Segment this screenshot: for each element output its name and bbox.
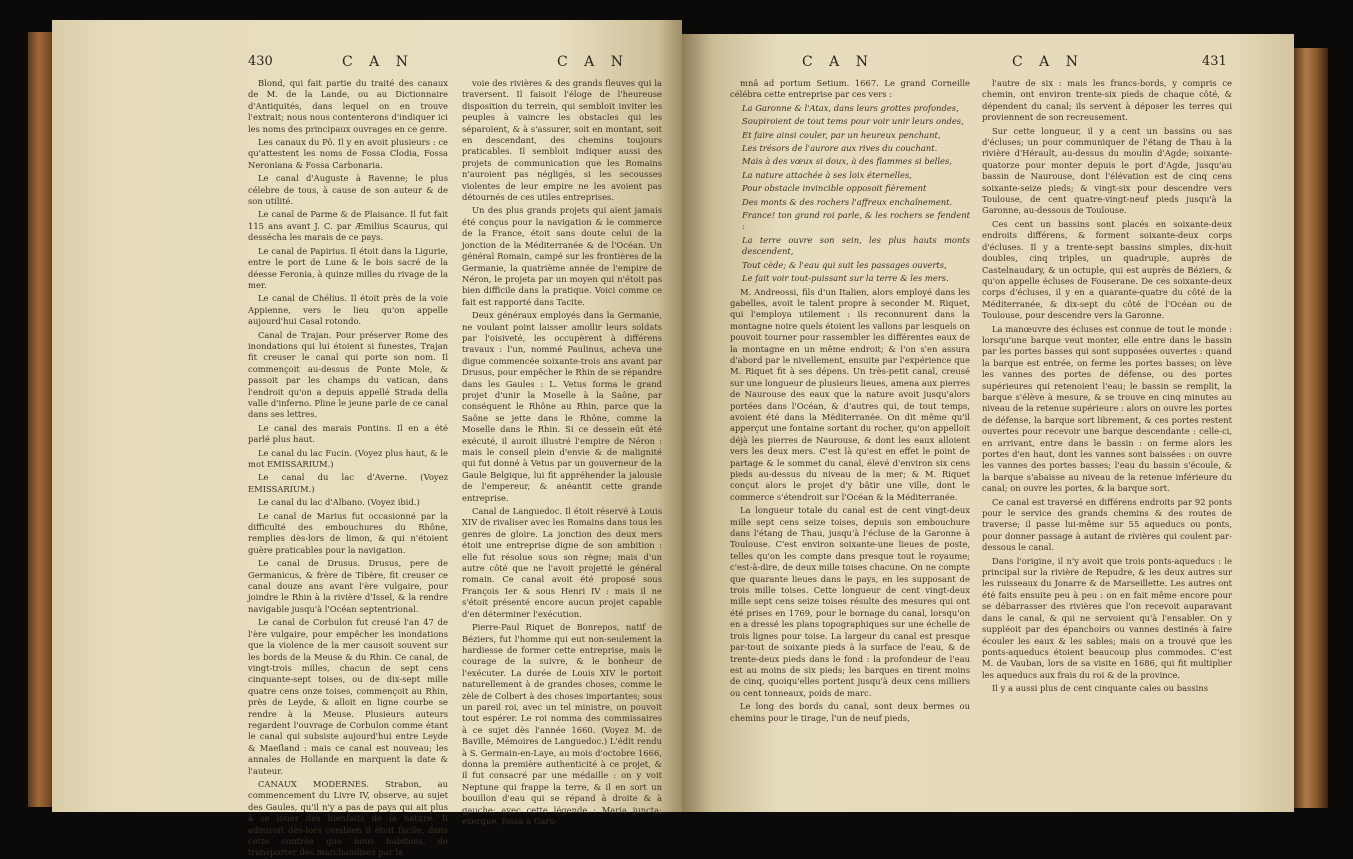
paragraph: Ce canal est traversé en différens endroits par 92 ponts pour le service des grands chemins & des routes de traverse; il passe lui-même sur 55 aqueducs ou ponts, pour donner passage à autant de rivières qui coulent par-dessous le canal. xyxy=(982,496,1232,553)
paragraph: Un des plus grands projets qui aient jamais été conçus pour la navigation & le commerce de la France, étoit sans doute celui de la jonction de la Méditerranée & de l'Océan. Un général Romain, campé sur les frontières de la Germanie, la quatrième année de l'empire de Néron, le projeta par un moyen qui n'étoit pas bien difficile dans la pratique. Voici comme ce fait est rapporté dans Tacite. xyxy=(462,205,662,307)
paragraph: Pierre-Paul Riquet de Bonrepos, natif de Béziers, fut l'homme qui eut non-seulement la hardiesse de former cette entreprise, mais le courage de la suivre, & le bonheur de l'exécuter. La durée de Louis XIV le portoit naturellement à de grandes choses, comme le zèle de Colbert à des choses importantes; sous un pareil roi, avec un tel ministre, on pouvoit tout espérer. Le roi nomma des commissaires à ce sujet dès l'année 1660. (Voyez M. de Baville, Mémoires de Languedoc.) L'édit rendu à S. Germain-en-Laye, au mois d'octobre 1666, donna la première authenticité à ce projet, & il fut consacré par une médaille : on y voit Neptune qui frappe la terre, & il en sort un bouillon d'eau qui se répand à droite & à gauche; avec cette légende : Maria juncta; exergue, fossa à Garu- xyxy=(462,622,662,826)
paragraph: Tout cède; & l'eau qui suit les passages ouverts, xyxy=(742,259,947,270)
paragraph: La manœuvre des écluses est connue de tout le monde : lorsqu'une barque veut monter, elle entre dans le bassin par les portes basses qui sont supposées ouvertes : quand la barque est entrée, on ferme les portes basses; on lève les vannes des portes de défense, ou des portes supérieures qui retenoient l'eau; le bassin se remplit, la barque s'élève à mesure, & se trouve en cinq minutes au niveau de la retenue supérieure : alors on ouvre les portes de défense, la barque sort librement, & ces portes restent ouvertes pour recevoir une barque descendante : celle-ci, en arrivant, entre dans le bassin : on ferme alors les portes d'en haut, dont les vannes sont baissées : on ouvre les vannes des portes basses; l'eau du bassin s'écoule, & la barque s'abaisse au niveau de la retenue inférieure du canal; on ouvre les portes, & la barque sort. xyxy=(982,323,1232,494)
paragraph: Des monts & des rochers l'affreux enchaînement. xyxy=(742,196,953,207)
paragraph: Le canal de Drusus. Drusus, pere de Germanicus, & frère de Tibère, fit creuser ce canal douze ans avant l'ère vulgaire, pour joindre le Rhin à la rivière d'Issel, & la rendre navigable jusqu'à l'Océan septentrional. xyxy=(248,558,448,614)
paragraph: mnâ ad portum Setium. 1667. Le grand Corneille célébra cette entreprise par ces vers : xyxy=(730,78,970,100)
paragraph: Ces cent un bassins sont placés en soixante-deux endroits différens, & forment soixante-deux corps d'écluses. Il y a trente-sept bassins simples, dix-huit doubles, cinq triples, un quadruple, auprès de Castelnaudary, & un octuple, qui est auprès de Béziers, & qu'on appelle écluses de Fouserane. De ces soixante-deux corps d'écluses, il y en a quarante-quatre du côté de la Méditerranée, & dix-sept du côté de l'Océan ou de Toulouse, pour descendre vers la Garonne. xyxy=(982,218,1232,321)
paragraph: Pour obstacle invincible opposoit fièrement xyxy=(742,183,927,194)
paragraph: Le long des bords du canal, sont deux bermes ou chemins pour le tirage, l'un de neuf pieds, xyxy=(730,701,970,723)
right-page-column-1 xyxy=(730,78,970,803)
paragraph: Et faire ainsi couler, par un heureux penchant, xyxy=(742,129,941,140)
paragraph: Blond, qui fait partie du traité des canaux de M. de la Lande, ou au Dictionnaire d'Antiquités, dans lequel on en trouve l'extrait; nous nous contenterons d'indiquer ici les noms des principaux ouvrages en ce genre. xyxy=(248,78,448,134)
paragraph: Le canal du lac d'Albano. (Voyez ibid.) xyxy=(258,497,420,508)
paragraph: Sur cette longueur, il y a cent un bassins ou sas d'écluses; un pour communiquer de l'étang de Thau à la rivière d'Hérault, au-dessus du moulin d'Agde; soixante-quatorze pour monter depuis le port d'Agde, jusqu'au bassin de Naurouse, dont l'élévation est de cinq cens soixante-seize pieds; & vingt-six pour descendre vers Toulouse, de cent quatre-vingt-neuf pieds jusqu'à la Garonne, au-dessous de Toulouse. xyxy=(982,125,1232,216)
paragraph: Le canal de Parme & de Plaisance. Il fut fait 115 ans avant J. C. par Æmilius Scaurus, qui dessécha les marais de ce pays. xyxy=(248,209,448,243)
paragraph: Mais à des vœux si doux, à des flammes si belles, xyxy=(742,156,952,167)
paragraph: Il y a aussi plus de cent cinquante cales ou bassins xyxy=(992,683,1209,694)
paragraph: M. Andreossi, fils d'un Italien, alors employé dans les gabelles, avoit le talent propre à seconder M. Riquet, qui l'employa utilement : ils reconnurent dans la montagne noire quels étoient les vallons par lesquels on pouvoit tourner pour rassembler les différentes eaux de la montagne en un même endroit; & l'on s'en assura d'abord par le nivellement, ensuite par l'expérience que M. Riquet fit à ses dépens. Un très-petit canal, creusé sur une longueur de plusieurs lieues, amena aux pierres de Naurouse des eaux que la nature avoit jusqu'alors portées dans l'Océan, & d'autres qui, de tout temps, avoient été dans la Méditerranée. On dit même qu'il apperçut une fontaine sortant du rocher, qu'on appelloit déjà les pierres de Naurouse, & dont les eaux alloient vers les deux mers. C'est là qu'est en effet le point de partage & le sommet du canal, élevé d'environ six cens pieds au-dessus du niveau de la mer; & M. Riquet conçut alors le projet d'y bâtir une ville, dont le commerce s'étendroit sur l'Océan & la Méditerranée. xyxy=(730,286,970,502)
paragraph: l'autre de six : mais les francs-bords, y compris ce chemin, ont environ trente-six pieds de chaque côté, & dépendent du canal; ils servent à déposer les terres qui proviennent de son recreusement. xyxy=(982,78,1232,123)
paragraph: La longueur totale du canal est de cent vingt-deux mille sept cens seize toises, depuis son embouchure dans l'étang de Thau, jusqu'à l'écluse de la Garonne à Toulouse. C'est environ soixante-une lieues de poste, telles qu'on les compte dans presque tout le royaume; c'est-à-dire, de deux mille toises chacune. On ne compte que quarante lieues dans le pays, en les supposant de trois mille toises. Cette longueur de cent vingt-deux mille sept cens seize toises résulte des mesures qui ont été prises en 1769, pour le bornage du canal, lorsqu'on en a dressé les plans topographiques sur une échelle de trois lignes pour toise. La largeur du canal est presque par-tout de soixante pieds à la surface de l'eau, & de trente-deux pieds dans le fond : la profondeur de l'eau est au moins de six pieds; les barques en tirent moins de cinq, quoiqu'elles portent jusqu'à deux cens milliers ou cent tonneaux, poids de marc. xyxy=(730,505,970,698)
right-page xyxy=(682,34,1294,812)
paragraph: Canal de Trajan. Pour préserver Rome des inondations qui lui étoient si funestes, Trajan fit creuser le canal qui porte son nom. Il commençoit au-dessus de Ponte Mole, & passoit par les champs du vatican, dans l'endroit qu'on a depuis appellé Strada della valle d'inferno. Pline le jeune parle de ce canal dans ses lettres. xyxy=(248,329,448,420)
paragraph: Le canal d'Auguste à Ravenne; le plus célebre de tous, à cause de son auteur & de son utilité. xyxy=(248,173,448,207)
page-number-right: 431 xyxy=(1202,54,1227,69)
paragraph: Les canaux du Pô. Il y en avoit plusieurs : ce qu'attestent les noms de Fossa Clodia, Fossa Neroniana & Fossa Carbonaria. xyxy=(248,137,448,170)
running-head-left-1: C A N xyxy=(342,54,414,70)
paragraph: Dans l'origine, il n'y avoit que trois ponts-aqueducs : le principal sur la rivière de Repudre, & les deux autres sur les ruisseaux du Jonarre & de Marseillette. Les autres ont été faits ensuite peu à peu : on en fait même encore pour se débarrasser des rivières que l'on recevoit auparavant dans le canal, & qui ne servoient qu'à l'ensabler. On y suppléoit par des épanchoirs ou vannes destinés à faire écouler les eaux & les sables; mais on a trouvé que les ponts-aqueducs étoient beaucoup plus commodes. C'est M. de Vauban, lors de sa visite en 1686, qui fit multiplier les aqueducs aux frais du roi & de la province. xyxy=(982,555,1232,680)
paragraph: voie des rivières & des grands fleuves qui la traversent. Il faisoit l'éloge de l'heureuse disposition du terrein, qui sembloit inviter les peuples à vaincre les obstacles qui les séparoient, & à s'assurer, soit en montant, soit en descendant, des chemins toujours praticables. Il sembloit indiquer aussi des projets de communication que les Romains n'auroient pas négligés, si les secousses violentes de leur empire ne les avoient pas détournés de ces utiles entreprises. xyxy=(462,78,662,203)
left-page xyxy=(52,20,682,858)
paragraph: Le fait voir tout-puissant sur la terre & les mers. xyxy=(742,273,949,284)
paragraph: Le canal de Papirius. Il étoit dans la Ligurie, entre le port de Lune & le bois sacré de la déesse Feronia, à quinze milles du rivage de la mer. xyxy=(248,245,448,290)
open-book xyxy=(28,20,1328,858)
running-head-right-2: C A N xyxy=(1012,54,1084,70)
paragraph: Canal de Languedoc. Il étoit réservé à Louis XIV de rivaliser avec les Romains dans tous les genres de gloire. La jonction des deux mers étoit une entreprise digne de son ambition : elle fut résolue sous son règne; mais d'un autre côté que ne l'avoit projetté le général romain. Ce canal avoit été proposé sous François Ier & sous Henri IV : mais il ne s'étoit présenté encore aucun projet capable d'en déterminer l'exécution. xyxy=(462,506,662,619)
running-head-right-1: C A N xyxy=(802,54,874,70)
running-head-left-2: C A N xyxy=(557,54,629,70)
paragraph: Le canal des marais Pontins. Il en a été parlé plus haut. xyxy=(248,422,448,445)
paragraph: CANAUX MODERNES. Strabon, au commencement du Livre IV, observe, au sujet des Gaules, qu'il n'y a pas de pays qui ait plus à se louer des bienfaits de la nature. Il admiroit dès-lors combien il étoit facile, dans cette contrée que nous habitons, de transporter des marchandises par la xyxy=(248,778,448,858)
paragraph: La nature attachée à ses loix éternelles, xyxy=(742,169,912,180)
right-page-edges xyxy=(1294,48,1328,808)
paragraph: Le canal du lac d'Averne. (Voyez EMISSARIUM.) xyxy=(248,472,448,494)
right-page-column-2 xyxy=(982,78,1232,803)
paragraph: La Garonne & l'Atax, dans leurs grottes profondes, xyxy=(742,102,959,113)
paragraph: Les trésors de l'aurore aux rives du couchant. xyxy=(742,143,938,154)
paragraph: Le canal du lac Fucin. (Voyez plus haut, & le mot EMISSARIUM.) xyxy=(248,447,448,469)
page-number-left: 430 xyxy=(248,54,273,69)
paragraph: Soupiroient de tout tems pour voir unir leurs ondes, xyxy=(742,116,964,127)
left-page-column-2 xyxy=(462,78,662,826)
left-page-column-1 xyxy=(248,78,448,858)
paragraph: La terre ouvre son sein, les plus hauts monts descendent, xyxy=(742,234,970,257)
paragraph: France! ton grand roi parle, & les rochers se fendent : xyxy=(742,210,970,232)
paragraph: Le canal de Chélius. Il étoit près de la voie Appienne, vers le lieu qu'on appelle aujourd'hui Casal rotondo. xyxy=(248,293,448,327)
paragraph: Deux généraux employés dans la Germanie, ne voulant point laisser amollir leurs soldats par l'oisiveté, les occupèrent à différens travaux : l'un, nommé Paulinus, acheva une digue commencée soixante-trois ans avant par Drusus, pour empêcher le Rhin de se répandre dans les Gaules : L. Vetus forma le grand projet d'unir la Moselle à la Saône, par conséquent le Rhône au Rhin, parce que la Saône se jette dans le Rhône, comme la Moselle dans le Rhin. Si ce dessein eût été exécuté, il auroit illustré l'empire de Néron : mais le conseil plein d'envie & de malignité qui fut donné à Vetus par un gouverneur de la Gaule Belgique, lui fit appréhender la jalousie de l'empereur, & anéantit cette grande entreprise. xyxy=(462,310,662,503)
paragraph: Le canal de Marius fut occasionné par la difficulté des embouchures du Rhône, remplies dès-lors de limon, & qui n'étoient guère praticables pour la navigation. xyxy=(248,510,448,555)
paragraph: Le canal de Corbulon fut creusé l'an 47 de l'ère vulgaire, pour empêcher les inondations que la violence de la mer causoit souvent sur les bords de la Meuse & du Rhin. Ce canal, de vingt-trois milles, chacun de sept cens cinquante-sept toises, ou de dix-sept mille quatre cens onze toises, commençoit au Rhin, près de Leyde, & alloit en ligne courbe se rendre à la Meuse. Plusieurs auteurs regardent l'ouvrage de Corbulon comme étant le canal qui subsiste aujourd'hui entre Leyde & Maeſland : mais ce canal est nouveau; les annales de Hollande en marquent la date & l'auteur. xyxy=(248,617,448,776)
